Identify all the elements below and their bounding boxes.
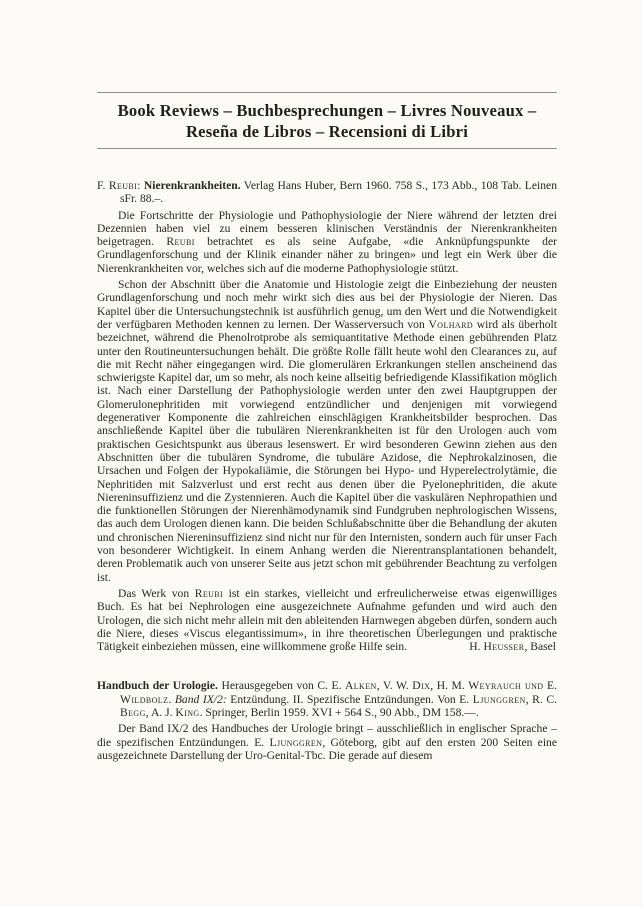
text-segment: Das Werk von [118, 586, 195, 600]
text-segment: Entzündung. II. Spezifische Entzündungen. Von E. [226, 692, 473, 706]
person-name: Reubi [166, 235, 195, 249]
text-segment: ist ein starkes, vielleicht und erfreulicherweise etwas eigenwilliges Buch. Es hat bei Nephrologen eine ausgezeichnete Aufnahme gefunden und wird auch den Urologen, die sich nicht mehr allein mit den ableitenden Harnwegen abgeben dürfen, sondern auch die Niere, dieses «Viscus elegantissimum», in ihre theoretischen Überlegungen und praktische Tätigkeit einbeziehen müssen, eine willkommene große Hilfe sein. [97, 586, 557, 654]
text-segment: Herausgegeben von C. E. [217, 679, 345, 693]
section-header [97, 93, 557, 148]
person-name: Begg [120, 705, 146, 719]
text-segment: , R. C. [525, 692, 557, 706]
book-citation [97, 679, 557, 719]
review-entry-reubi-nierenkrankheiten [97, 179, 557, 653]
person-name: Ljunggren [269, 735, 323, 749]
review-entry-handbuch-urologie [97, 679, 557, 762]
header-title-line-2: Reseña de Libros – Recensioni di Libri [185, 122, 469, 141]
text-segment: betrachtet es als seine Aufgabe, «die Anknüpfungspunkte der Grundlagenforschung und der Klinik einander näher zu bringen» und legt ein Werk über die Nierenkrankheiten vor, welches sich auf die moderne Pathophysiologie stützt. [97, 235, 557, 275]
text-segment: Der Band IX/2 des Handbuches der Urologie bringt – ausschließlich in englischer Sprache – die spezifischen Entzündungen. E. [97, 722, 557, 749]
header-rule-bottom [97, 148, 557, 149]
person-name: Alken [345, 679, 377, 693]
text-segment: Verlag Hans Huber, Bern 1960. 758 S., 173 Abb., 108 Tab. Leinen sFr. 88.–. [120, 179, 557, 206]
book-title: Nierenkrankheiten. [143, 179, 241, 192]
book-citation [97, 179, 557, 206]
person-name: Heusser [483, 640, 525, 654]
review-paragraph [97, 278, 557, 584]
text-segment: Band IX/2: [174, 692, 227, 706]
text-segment: , Göteborg, gibt auf den ersten 200 Seiten eine ausgezeichnete Darstellung der Uro-Genital-Tbc. Die gerade auf diesem [97, 735, 557, 762]
review-paragraph [97, 722, 557, 762]
text-segment: H. [469, 640, 484, 654]
text-segment: : [137, 179, 144, 192]
book-title: Handbuch der Urologie. [97, 679, 218, 693]
text-segment: , Basel [524, 640, 556, 654]
text-segment: , H. M. [430, 679, 469, 693]
person-name: Ljunggren [472, 692, 526, 706]
text-segment: E. [543, 679, 557, 693]
person-name: King [175, 705, 200, 719]
text-segment: Die Fortschritte der Physiologie und Pathophysiologie der Niere während der letzten drei Dezennien haben viel zu einem besseren klinischen Verständnis der Nierenkrankheiten beigetragen. [97, 208, 557, 249]
text-segment: F. [97, 179, 109, 192]
person-name: Wildbolz [120, 692, 169, 706]
person-name: Dix [412, 679, 431, 693]
person-name: Reubi [194, 586, 224, 600]
text-segment: , V. W. [376, 679, 413, 693]
text-segment: wird als überholt bezeichnet, während die Phenolrotprobe als semiquantitative Methode einen gebührenden Platz unter den Routineuntersuchungen behält. Die größte Rolle fällt heute wohl den Clearances zu, auf die mit Recht näher eingegangen wird. Die glomerulären Erkrankungen stellen anscheinend das schwierigste Kapitel dar, um so mehr, als noch keine allseitig befriedigende Klassifikation möglich ist. Nach einer Darstellung der Pathophysiologie werden unter den zwei Hauptgruppen der Glomerulonephritiden mit vorwiegend entzündlicher und denjenigen mit vorwiegend degenerativer Komponente die zahlreichen einschlägigen Krankheitsbilder besprochen. Das anschließende Kapitel über die tubulären Nierenkrankheiten ist für den Urologen auch vom praktischen Gesichtspunkt aus überaus lesenswert. Er wird besonderen Gewinn ziehen aus den Abschnitten über die tubulären Syndrome, die tubuläre Azidose, die Nephrokalzinosen, die Ursachen und Folgen der Hypokaliämie, die Störungen bei Hypo- und Hyperelectrolytämie, die Nephritiden mit Salzverlust und erst recht aus denen über die Pyelonephritiden, die akute Niereninsuffizienz und die Zystennieren. Auch die Kapitel über die vaskulären Nephropathien und die funktionellen Störungen der Nierenhämodynamik sind Fundgruben nephrologischen Wissens, das auch dem Urologen dienen kann. Die beiden Schlußabschnitte über die Behandlung der akuten und chronischen Niereninsuffizienz sind nicht nur für den Internisten, sondern auch für unser Fach von besonderer Wichtigkeit. In einem Anhang werden die Nierentransplantationen behandelt, deren Problematik auch von unserer Seite aus jetzt schon mit gebührender Beachtung zu verfolgen ist. [97, 317, 557, 584]
text-segment: . [168, 692, 175, 706]
person-name: Weyrauch und [468, 679, 544, 693]
person-name: Reubi [108, 179, 138, 192]
header-title-line-1: Book Reviews – Buchbesprechungen – Livres Nouveaux – [117, 101, 537, 120]
review-paragraph [97, 209, 557, 275]
text-segment: . Springer, Berlin 1959. XVI + 564 S., 90 Abb., DM 158.—. [199, 705, 479, 719]
text-column [97, 92, 557, 762]
person-name: Volhard [428, 317, 474, 331]
text-segment: , A. J. [145, 705, 176, 719]
text-segment: Schon der Abschnitt über die Anatomie und Histologie zeigt die Einbeziehung der neusten Grundlagenforschung und noch mehr wirkt sich dies aus bei der Physiologie der Nieren. Das Kapitel über die Untersuchungstechnik ist ausführlich genug, um den Wert und die Notwendigkeit der verfügbaren Methoden kennen zu lernen. Der Wasserversuch von [97, 278, 557, 331]
